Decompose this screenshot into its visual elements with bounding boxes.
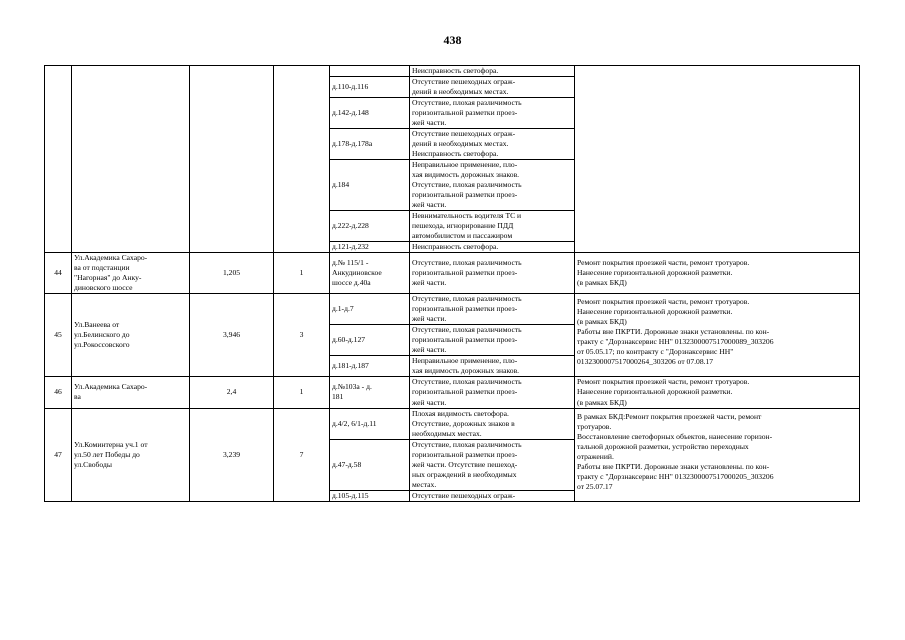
text-line: ва — [74, 392, 81, 402]
text-line: Ремонт покрытия проезжей части, ремонт тротуаров. — [577, 258, 750, 268]
street-name — [72, 408, 190, 501]
text-line: Ул.Академика Сахаро- — [74, 253, 148, 263]
text-line: автомобилистом и пассажиром — [412, 231, 513, 241]
text-line: хая видимость дорожных знаков. — [412, 366, 520, 376]
text-line: Работы вне ПКРТИ. Дорожные знаки установлены. по кон- — [577, 461, 770, 471]
text-line: шоссе д.40а — [332, 278, 371, 288]
text-line: Невнимательность водителя ТС и — [412, 211, 522, 221]
section — [330, 129, 410, 160]
text-line: ул.Свободы — [74, 459, 112, 469]
section — [330, 377, 410, 408]
defect-description — [410, 77, 575, 98]
text-line: д.№ 115/1 - — [332, 258, 369, 268]
text-line: д.47-д.58 — [332, 459, 362, 469]
measures — [575, 294, 860, 377]
table-row — [45, 377, 860, 408]
text-line: Ремонт покрытия проезжей части, ремонт тротуаров. — [577, 377, 750, 387]
text-line: 3,946 — [222, 330, 241, 340]
text-line: Неправильное применение, пло- — [412, 356, 518, 366]
table-row — [45, 294, 860, 325]
section — [330, 66, 410, 77]
text-line: пешехода, игнорирование ПДД — [412, 221, 514, 231]
entry-number — [45, 253, 72, 294]
measures — [575, 66, 860, 253]
table-row — [45, 66, 860, 77]
section — [330, 242, 410, 253]
text-line: ул.50 лет Победы до — [74, 449, 140, 459]
text-line: жей части. — [412, 118, 447, 128]
accident-count — [274, 66, 330, 253]
text-line: тальной дорожной разметки, устройство переходных — [577, 441, 749, 451]
text-line: жей части. — [412, 397, 447, 407]
page-number: 438 — [443, 33, 462, 47]
text-line: д.121-д.232 — [332, 242, 369, 252]
defect-description — [410, 294, 575, 325]
text-line: тракту с "Дорзнаксервис НН" 0132300007517000089_303206 — [577, 337, 774, 347]
section — [330, 439, 410, 490]
entry-number — [45, 294, 72, 377]
text-line: Отсутствие, плохая различимость — [412, 377, 522, 387]
text-line: от 05.05.17; по контракту с "Дорзнаксервис НН" — [577, 347, 734, 357]
length-km — [190, 253, 274, 294]
defect-description — [410, 160, 575, 211]
text-line: жей части. — [412, 345, 447, 355]
defect-description — [410, 408, 575, 439]
text-line: 2,4 — [226, 387, 237, 397]
table-body — [45, 66, 860, 502]
text-line: Отсутствие, плохая различимость — [412, 294, 522, 304]
accident-count — [274, 253, 330, 294]
text-line: 45 — [54, 330, 62, 340]
defect-description — [410, 211, 575, 242]
text-line: д.142-д.148 — [332, 108, 369, 118]
text-line: 1,205 — [222, 268, 241, 278]
text-line: (в рамках БКД) — [577, 397, 627, 407]
length-km — [190, 408, 274, 501]
road-defects-table — [44, 65, 860, 502]
length-km — [190, 66, 274, 253]
text-line: Нанесение горизонтальной дорожной разметки. — [577, 268, 733, 278]
text-line: 7 — [299, 449, 304, 459]
text-line: Восстановление светофорных объектов, нанесение горизон- — [577, 431, 773, 441]
text-line: горизонтальной разметки проез- — [412, 268, 518, 278]
text-line: горизонтальной разметки проез- — [412, 387, 518, 397]
entry-number — [45, 66, 72, 253]
text-line: "Нагорная" до Анку- — [74, 273, 142, 283]
section — [330, 294, 410, 325]
defect-description — [410, 325, 575, 356]
text-line: д.110-д.116 — [332, 82, 369, 92]
text-line: диновского шоссе — [74, 283, 133, 293]
text-line: горизонтальной разметки проез- — [412, 449, 518, 459]
text-line: д.178-д.178а — [332, 139, 373, 149]
text-line: 44 — [54, 268, 62, 278]
street-name — [72, 66, 190, 253]
text-line: Анкудиновское — [332, 268, 382, 278]
text-line: Плохая видимость светофора. — [412, 408, 509, 418]
text-line: ных ограждений в необходимых — [412, 469, 517, 479]
length-km — [190, 377, 274, 408]
text-line: Отсутствие пешеходных ограж- — [412, 490, 516, 500]
section — [330, 356, 410, 377]
text-line: Неисправность светофора. — [412, 149, 499, 159]
text-line: ул.Рокоссовского — [74, 340, 130, 350]
text-line: д.222-д.228 — [332, 221, 369, 231]
entry-number — [45, 408, 72, 501]
text-line: горизонтальной разметки проез- — [412, 108, 518, 118]
text-line: 3 — [299, 330, 304, 340]
defect-description — [410, 242, 575, 253]
text-line: Неисправность светофора. — [412, 66, 499, 75]
text-line: Отсутствие, плохая различимость — [412, 325, 522, 335]
text-line: Ул.Ванеева от — [74, 320, 120, 330]
text-line: д.105-д.115 — [332, 490, 369, 500]
text-line: Работы вне ПКРТИ. Дорожные знаки установлены. по кон- — [577, 327, 770, 337]
section — [330, 408, 410, 439]
measures — [575, 408, 860, 501]
text-line: 1 — [299, 268, 304, 278]
text-line: 181 — [332, 392, 344, 402]
section — [330, 160, 410, 211]
text-line: Ул.Коминтерна уч.1 от — [74, 439, 148, 449]
text-line: д.184 — [332, 180, 350, 190]
text-line: от 25.07.17 — [577, 481, 613, 491]
defect-description — [410, 356, 575, 377]
text-line: горизонтальной разметки проез- — [412, 190, 518, 200]
text-line: 0132300007517000264_303206 от 07.08.17 — [577, 357, 714, 367]
table-row — [45, 408, 860, 439]
text-line: хая видимость дорожных знаков. — [412, 170, 520, 180]
text-line: д.4/2, 6/1-д.11 — [332, 418, 377, 428]
text-line: Отсутствие, плохая различимость — [412, 180, 522, 190]
text-line: Нанесение горизонтальной дорожной разметки. — [577, 387, 733, 397]
text-line: (в рамках БКД) — [577, 278, 627, 288]
text-line: д.№103а - д. — [332, 382, 372, 392]
section — [330, 325, 410, 356]
text-line: горизонтальной разметки проез- — [412, 335, 518, 345]
text-line: Ремонт покрытия проезжей части, ремонт тротуаров. — [577, 297, 750, 307]
accident-count — [274, 377, 330, 408]
section — [330, 490, 410, 501]
text-line: отражений. — [577, 451, 614, 461]
text-line: жей части. — [412, 200, 447, 210]
text-line: Отсутствие пешеходных ограж- — [412, 77, 516, 87]
text-line: ул.Белинского до — [74, 330, 130, 340]
defect-description — [410, 439, 575, 490]
text-line: ва от подстанции — [74, 263, 130, 273]
text-line: тротуаров. — [577, 421, 612, 431]
table-row — [45, 253, 860, 294]
text-line: жей части. Отсутствие пешеход- — [412, 459, 518, 469]
defect-description — [410, 253, 575, 294]
text-line: необходимых местах. — [412, 428, 482, 438]
text-line: Нанесение горизонтальной дорожной разметки. — [577, 307, 733, 317]
street-name — [72, 253, 190, 294]
text-line: жей части. — [412, 278, 447, 288]
defect-description — [410, 129, 575, 160]
accident-count — [274, 294, 330, 377]
text-line: Отсутствие, плохая различимость — [412, 258, 522, 268]
text-line: Ул.Академика Сахаро- — [74, 382, 148, 392]
text-line: местах. — [412, 479, 437, 489]
section — [330, 77, 410, 98]
text-line: дений в необходимых местах. — [412, 139, 509, 149]
entry-number — [45, 377, 72, 408]
text-line: 47 — [54, 449, 62, 459]
text-line: тракту с "Дорзнаксервис НН" 0132300007517000205_303206 — [577, 471, 774, 481]
street-name — [72, 377, 190, 408]
text-line: д.60-д.127 — [332, 335, 366, 345]
length-km — [190, 294, 274, 377]
text-line: Отсутствие, дорожных знаков в — [412, 418, 515, 428]
text-line: д.1-д.7 — [332, 304, 354, 314]
text-line: Неисправность светофора. — [412, 242, 499, 252]
street-name — [72, 294, 190, 377]
text-line: Отсутствие, плохая различимость — [412, 98, 522, 108]
accident-count — [274, 408, 330, 501]
text-line: д.181-д.187 — [332, 361, 369, 371]
text-line: Отсутствие пешеходных ограж- — [412, 129, 516, 139]
defect-description — [410, 377, 575, 408]
defect-description — [410, 98, 575, 129]
measures — [575, 377, 860, 408]
text-line: 1 — [299, 387, 304, 397]
text-line: 3,239 — [222, 449, 241, 459]
section — [330, 211, 410, 242]
measures — [575, 253, 860, 294]
section — [330, 253, 410, 294]
text-line: дений в необходимых местах. — [412, 87, 509, 97]
defect-description — [410, 66, 575, 77]
section — [330, 98, 410, 129]
text-line: Отсутствие, плохая различимость — [412, 439, 522, 449]
text-line: 46 — [54, 387, 62, 397]
text-line: горизонтальной разметки проез- — [412, 304, 518, 314]
text-line: Неправильное применение, пло- — [412, 160, 518, 170]
defect-description — [410, 490, 575, 501]
text-line: (в рамках БКД) — [577, 317, 627, 327]
text-line: В рамках БКД:Ремонт покрытия проезжей части, ремонт — [577, 411, 762, 421]
text-line: жей части. — [412, 314, 447, 324]
